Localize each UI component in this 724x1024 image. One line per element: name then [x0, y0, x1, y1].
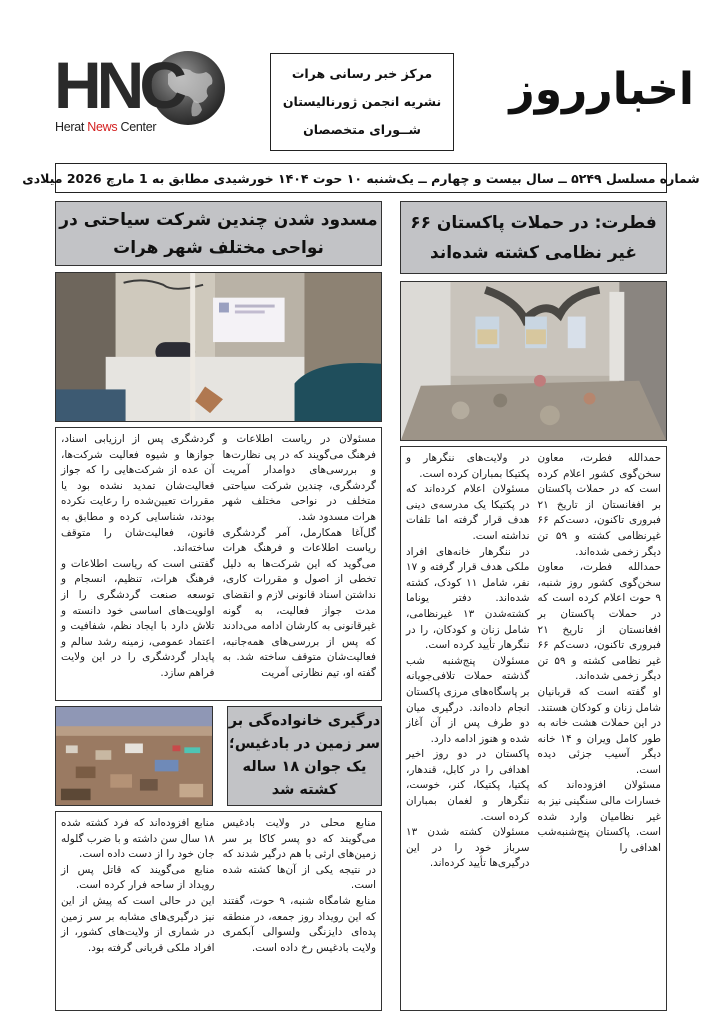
paragraph: مسئولان اعلام کرده‌اند که در پکتیکا یک مدرسه‌ی دینی هدف قرار گرفته اما تلفات نداشته است.: [406, 483, 530, 542]
headline-badghis: درگیری خانواده‌گی بر سر زمین در بادغیس؛ یک جوان ۱۸ ساله کشته شد: [227, 706, 382, 806]
paragraph: گردشگری پس از ارزیابی اسناد، جوازها و شیوه فعالیت شرکت‌ها، آن عده از شرکت‌هایی را که جواز فعالیت‌شان تمدید نشده بود یا مقررات تعیین‌شده را رعایت نکرده بودند، شناسایی کرده و مطابق به قانون، فعالیت‌شان را متوقف ساخته‌اند.: [61, 433, 215, 555]
publisher-line-1: مرکز خبر رسانی هرات: [291, 66, 433, 81]
paragraph: در ولایت‌های ننگرهار و پکتیکا بمباران کرده است.: [406, 452, 530, 480]
hnc-logo: [52, 50, 230, 120]
photo-badghis-city: [55, 706, 213, 806]
article-fitrat-col-left: [406, 451, 530, 1006]
paragraph: منابع افزوده‌اند که فرد کشته شده ۱۸ سال سن داشته و با ضرب گلوله جان خود را از دست داده است.: [61, 817, 215, 861]
article-badghis-col-left: [61, 816, 215, 1006]
paragraph: مسئولان پنج‌شنبه شب گذشته حملات تلافی‌جویانه بر پاسگاه‌های مرزی پاکستان انجام داده‌اند. درگیری میان دو طرف پس از آن آغاز شده و هنوز ادامه دارد.: [406, 654, 530, 745]
logo-caption-herat: Herat: [55, 120, 88, 134]
newspaper-title: اخبارروز: [509, 64, 694, 115]
logo-caption: [55, 120, 156, 134]
article-tourism-body: [55, 427, 382, 701]
paragraph: مسئولان کشته شدن ۱۳ سرباز خود را در این درگیری‌ها تأیید کرده‌اند.: [406, 826, 530, 870]
paragraph: گفتنی است که ریاست اطلاعات و فرهنگ هرات، تنظیم، انسجام و توسعه صنعت گردشگری را از اولویت‌های اساسی خود دانسته و تلاش دارد با ایجاد نظم، شفافیت و اعتماد عمومی، زمینه رشد سالم و پایدار گردشگری را در این ولایت فراهم سازد.: [61, 557, 215, 679]
publisher-line-2: نشریه انجمن ژورنالیستان: [282, 94, 442, 109]
publisher-line-3: شــورای متخصصان: [303, 122, 421, 137]
headline-tourism: مسدود شدن چندین شرکت سیاحتی در نواحی مختلف شهر هرات: [55, 201, 382, 266]
paragraph: پاکستان در دو روز اخیر اهدافی را در کابل، قندهار، پکتیا، پکتیکا، کنر، خوست، ننگرهار و لغمان بمباران کرده است.: [406, 748, 530, 823]
paragraph: این در حالی است که پیش از این نیز درگیری‌های مشابه بر سر زمین در شماری از ولایت‌های کشور، از افراد ملکی قربانی گرفته بود.: [61, 894, 215, 954]
paragraph: او گفته است که قربانیان شامل زنان و کودکان هستند. در این حملات هشت خانه به طور کامل ویران و ۱۴ خانه دیگر آسیب جزئی دیده است.: [537, 685, 661, 776]
paragraph: مسئولان افزوده‌اند که خسارات مالی سنگینی نیز به غیر نظامیان وارد شده است. پاکستان پنج‌شنبه‌شب اهدافی را: [537, 779, 661, 854]
article-tourism-col-right: [223, 432, 377, 696]
article-fitrat-body: [400, 446, 667, 1011]
photo-tourism-office: [55, 272, 382, 422]
paragraph: در ننگرهار خانه‌های افراد ملکی هدف قرار گرفته و ۱۷ نفر، شامل ۱۱ کودک، کشته شده‌اند. دفتر یوناما کشته‌شدن ۱۳ غیرنظامی، شامل زنان و کودکان، را در ننگرهار تأیید کرده است.: [406, 545, 530, 652]
publisher-box: [270, 53, 454, 151]
paragraph: حمدالله فطرت، معاون سخن‌گوی کشور روز شنبه، ۹ حوت اعلام کرده است که در حملات پاکستان بر افغانستان از تاریخ ۲۱ فبروری تاکنون، دست‌کم ۶۶ غیر نظامی کشته و ۵۹ تن دیگر زخمی شده‌اند.: [537, 561, 662, 683]
paragraph: مسئولان در ریاست اطلاعات و فرهنگ می‌گویند که در پی نظارت‌ها و بررسی‌های دوامدار آمریت گردشگری، چندین شرکت سیاحتی متخلف در نواحی مختلف شهر هرات مسدود شد.: [222, 433, 376, 523]
article-tourism-col-left: [61, 432, 215, 696]
logo-caption-news: News: [87, 120, 118, 134]
issue-info-bar: شماره مسلسل ۵۲۴۹ ــ سال بیست و چهارم ــ یک‌شنبه ۱۰ حوت ۱۴۰۴ خورشیدی مطابق به 1 مارچ 2026 میلادی: [55, 163, 667, 193]
logo-caption-center: Center: [117, 120, 157, 134]
paragraph: گل‌آغا همکارمل، آمر گردشگری ریاست اطلاعات و فرهنگ هرات می‌گوید که این شرکت‌ها به دلیل تخطی از اصول و مقررات کاری، نداشتن اسناد قانونی لازم و انقضای مدت جواز فعالیت، به گونه غیرقانونی به کارشان ادامه می‌دادند که پس از بررسی‌های همه‌جانبه، فعالیت‌شان متوقف ساخته شد. به گفته او، تیم نظارتی آمریت: [222, 526, 376, 679]
logo-letters: HNC: [54, 48, 182, 122]
article-fitrat-col-right: [538, 451, 662, 1006]
article-badghis-col-right: [223, 816, 377, 1006]
paragraph: منابع می‌گویند که قاتل پس از رویداد از ساحه فرار کرده است.: [61, 863, 215, 892]
headline-fitrat: فطرت: در حملات پاکستان ۶۶ غیر نظامی کشته شده‌اند: [400, 201, 667, 274]
paragraph: منابع شامگاه شنبه، ۹ حوت، گفتند که این رویداد روز جمعه، در منطقه پده‌ای دایزنگی ولسوالی آبکمری ولایت بادغیس رخ داده است.: [222, 894, 376, 954]
photo-damaged-room: [400, 281, 667, 441]
article-badghis-body: [55, 811, 382, 1011]
paragraph: منابع محلی در ولایت بادغیس می‌گویند که دو پسر کاکا بر سر زمین‌های ارثی با هم درگیر شدند که در نتیجه یکی از آن‌ها کشته شده است.: [222, 817, 376, 892]
paragraph: حمدالله فطرت، معاون سخن‌گوی کشور اعلام کرده است که در حملات پاکستان بر افغانستان از تاریخ ۲۱ فبروری تاکنون، دست‌کم ۶۶ غیرنظامی کشته و ۵۹ تن دیگر زخمی شده‌اند.: [537, 452, 661, 558]
